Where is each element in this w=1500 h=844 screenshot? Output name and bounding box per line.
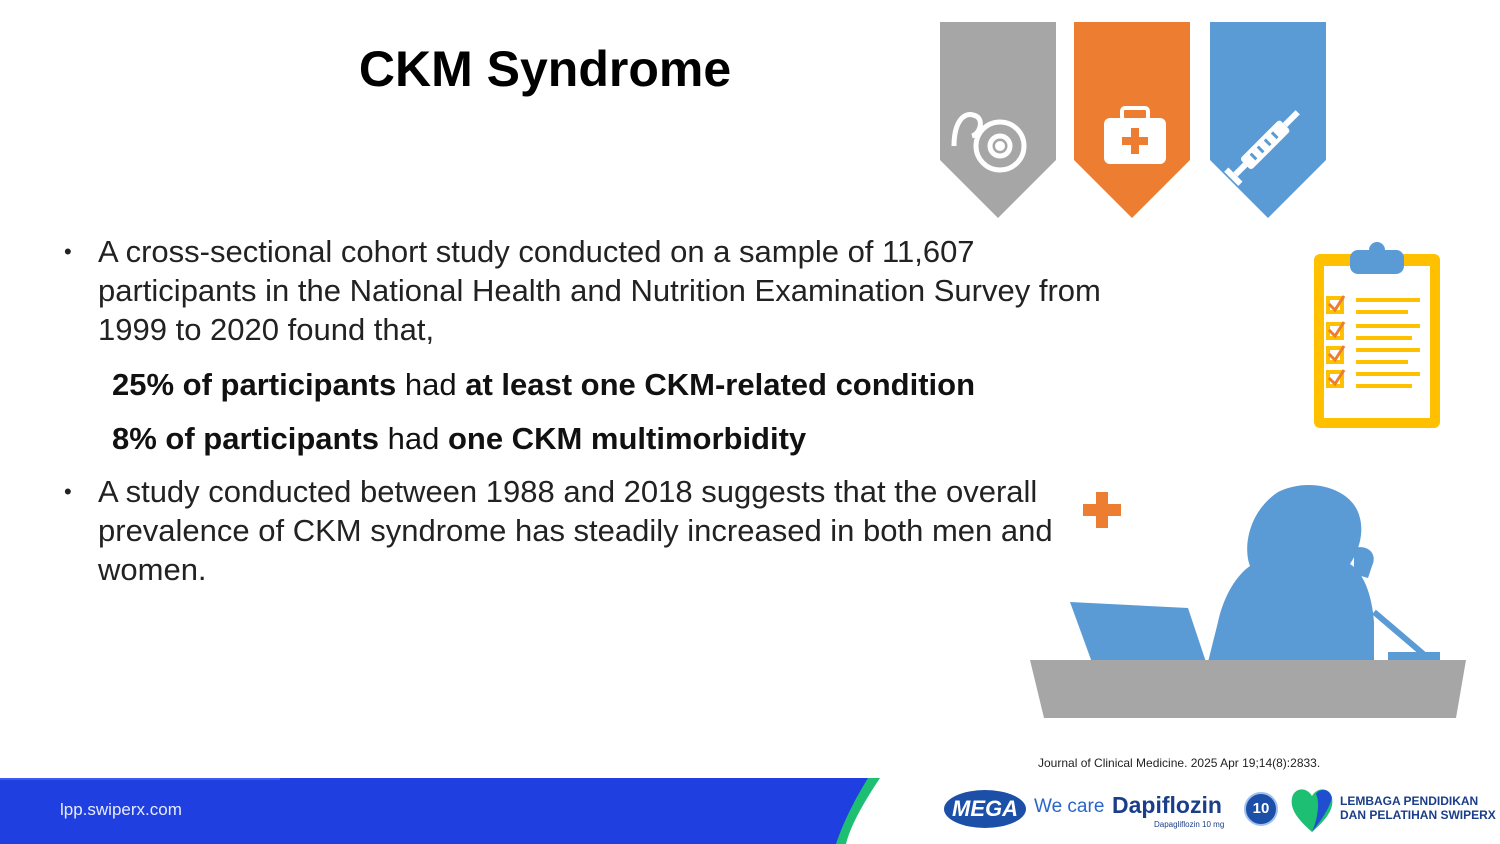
bullet-dot: • xyxy=(64,479,72,504)
stat-line-1 xyxy=(64,365,1124,404)
org-name-line1: LEMBAGA PENDIDIKAN xyxy=(1340,794,1479,808)
stat-line-2 xyxy=(64,419,1124,458)
stat-verb: had xyxy=(396,367,466,402)
stat-subject: 25% of participants xyxy=(112,367,397,402)
syringe-banner xyxy=(1210,22,1326,218)
bullet-item xyxy=(64,232,1124,349)
org-name xyxy=(1340,794,1496,822)
bullet-text: A cross-sectional cohort study conducted on a sample of 11,607 participants in the National Health and Nutrition Examination Survey from 1999 to 2020 found that, xyxy=(98,234,1101,347)
stat-verb: had xyxy=(379,421,448,456)
partner-logos xyxy=(940,782,1500,842)
stat-subject: 8% of participants xyxy=(112,421,379,456)
org-name-line2: DAN PELATIHAN SWIPERX xyxy=(1340,808,1496,822)
slide-title: CKM Syndrome xyxy=(358,41,732,97)
mega-logo: MEGA xyxy=(944,790,1026,828)
brand-name: Dapiflozin xyxy=(1112,792,1222,818)
footer-url[interactable]: lpp.swiperx.com xyxy=(60,800,182,819)
first-aid-banner xyxy=(1074,22,1190,218)
dose-badge: 10 xyxy=(1244,792,1278,826)
stat-detail: at least one CKM-related condition xyxy=(465,367,976,402)
citation: Journal of Clinical Medicine. 2025 Apr 19;14(8):2833. xyxy=(1038,756,1321,770)
heart-logo-icon xyxy=(1288,784,1336,836)
brand-subtitle: Dapagliflozin 10 mg xyxy=(1154,820,1225,829)
stethoscope-banner xyxy=(940,22,1056,218)
bullet-text: A study conducted between 1988 and 2018 suggests that the overall prevalence of CKM syndrome has steadily increased in both men and women. xyxy=(98,474,1053,587)
checklist-clipboard-icon xyxy=(1312,240,1444,432)
we-care-text: We care xyxy=(1034,796,1105,817)
slide-content xyxy=(64,232,1124,589)
stat-detail: one CKM multimorbidity xyxy=(447,421,807,456)
bullet-dot: • xyxy=(64,239,72,264)
bullet-item xyxy=(64,472,1124,589)
